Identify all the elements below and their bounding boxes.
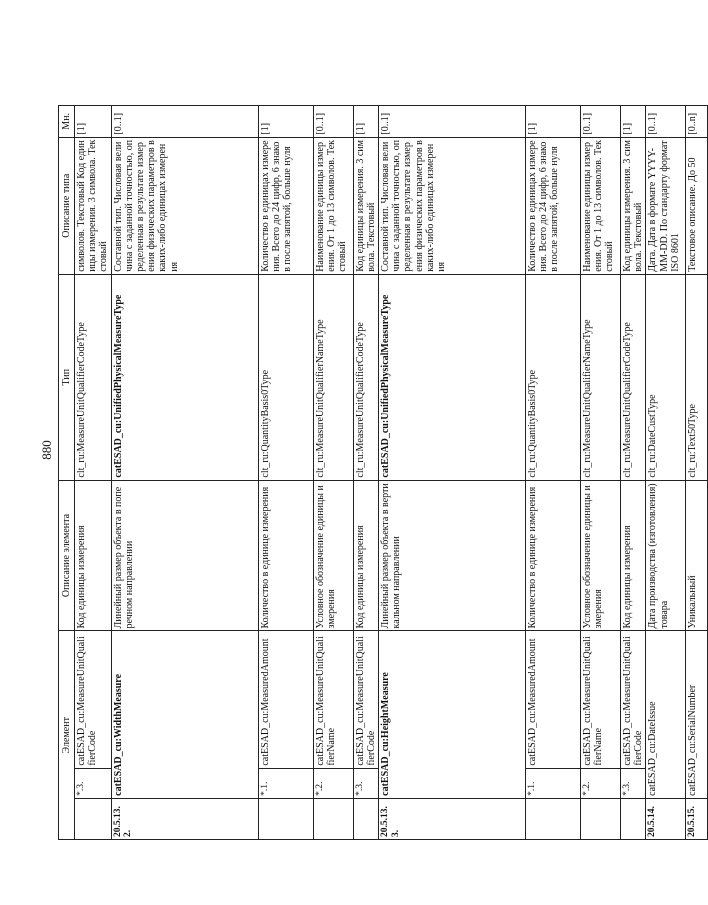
type-description: Составной тип. Числовая величина с заданной точностью, определенная в результате измерения физических параметров в каких-либо единицах измерения (378, 137, 525, 274)
indent-cell (353, 798, 378, 839)
element-name: catESAD_cu:MeasureUnitQualifierCode (620, 631, 645, 768)
type-name: clt_ru:MeasureUnitQualifierNameType (580, 274, 620, 480)
type-description: Дата. Дата в формате YYYY-MM-DD. По стандарту формат ISO 8601 (646, 137, 686, 274)
indent-cell (580, 798, 620, 839)
element-name: catESAD_cu:WidthMeasure (111, 631, 258, 798)
table-row (313, 106, 353, 840)
type-name: clt_ru:DateCustType (646, 274, 686, 480)
sub-number: *.2. (313, 768, 353, 798)
table-row (646, 106, 686, 840)
sub-number: *.3. (75, 768, 112, 798)
type-description: Количество в единицах измерения. Всего до 24 цифр, 6 знаков после запятой, больше нуля (258, 137, 313, 274)
type-name: clt_ru:MeasureUnitQualifierCodeType (75, 274, 112, 480)
multiplicity: [1] (353, 106, 378, 138)
type-description: Наименование единицы измерения. От 1 до 13 символов. Текстовый (580, 137, 620, 274)
row-number: 20.5.15. (686, 798, 708, 839)
element-description: Количество в единице измерения (525, 480, 580, 631)
indent-cell (620, 798, 645, 839)
table-body (75, 106, 708, 840)
element-name: catESAD_cu:MeasuredAmount (525, 631, 580, 768)
page-number: 880 (39, 440, 54, 460)
element-description: Код единицы измерения (75, 480, 112, 631)
table-row (353, 106, 378, 840)
type-name: clt_ru:QuantityBasis0Type (525, 274, 580, 480)
multiplicity: [1] (75, 106, 112, 138)
multiplicity: [1] (258, 106, 313, 138)
multiplicity: [1] (525, 106, 580, 138)
type-description: Код единицы измерения. 3 символа. Текстовый (620, 137, 645, 274)
sub-number: *.3. (620, 768, 645, 798)
type-description: Текстовое описание. До 50 (686, 137, 708, 274)
type-name: catESAD_cu:UnifiedPhysicalMeasureType (111, 274, 258, 480)
indent-cell (313, 798, 353, 839)
col-header-element-description: Описание элемента (59, 480, 75, 631)
multiplicity: [0..n] (686, 106, 708, 138)
table-row (378, 106, 525, 840)
table-row (580, 106, 620, 840)
indent-cell (258, 798, 313, 839)
type-name: clt_ru:MeasureUnitQualifierCodeType (620, 274, 645, 480)
col-header-element: Элемент (59, 631, 75, 840)
element-description: Количество в единице измерения (258, 480, 313, 631)
indent-cell (525, 798, 580, 839)
sub-number: *.2. (580, 768, 620, 798)
type-name: clt_ru:QuantityBasis0Type (258, 274, 313, 480)
row-number: 20.5.14. (646, 798, 686, 839)
element-description: Условное обозначение единицы измерения (580, 480, 620, 631)
element-description: Дата производства (изготовления) товара (646, 480, 686, 631)
table-row (686, 106, 708, 840)
col-header-type-description: Описание типа (59, 137, 75, 274)
element-name: catESAD_cu:SerialNumber (686, 631, 708, 798)
type-description: Количество в единицах измерения. Всего до 24 цифр, 6 знаков после запятой, больше нуля (525, 137, 580, 274)
multiplicity: [0..1] (378, 106, 525, 138)
multiplicity: [1] (620, 106, 645, 138)
element-name: catESAD_cu:MeasureUnitQualifierName (313, 631, 353, 768)
type-name: clt_ru:Text50Type (686, 274, 708, 480)
elements-table (58, 105, 708, 840)
element-name: catESAD_cu:MeasureUnitQualifierCode (353, 631, 378, 768)
element-name: catESAD_cu:MeasureUnitQualifierCode (75, 631, 112, 768)
multiplicity: [0..1] (313, 106, 353, 138)
rotated-table-container (58, 105, 699, 840)
element-description: Уникальный (686, 480, 708, 631)
row-number: 20.5.13.3. (378, 798, 525, 839)
sub-number: *.1. (525, 768, 580, 798)
element-name: catESAD_cu:MeasuredAmount (258, 631, 313, 768)
table-row (258, 106, 313, 840)
element-description: Код единицы измерения (620, 480, 645, 631)
element-name: catESAD_cu:DateIssue (646, 631, 686, 798)
type-name: clt_ru:MeasureUnitQualifierNameType (313, 274, 353, 480)
type-description: Составной тип. Числовая величина с заданной точностью, определенная в результате измерения физических параметров в каких-либо единицах измерения (111, 137, 258, 274)
sub-number: *.1. (258, 768, 313, 798)
element-name: catESAD_cu:HeightMeasure (378, 631, 525, 798)
type-description: символов. Текстовый Код единицы измерения. 3 символа. Текстовый (75, 137, 112, 274)
table-row (525, 106, 580, 840)
table-header-row (59, 106, 75, 840)
row-number: 20.5.13.2. (111, 798, 258, 839)
type-description: Наименование единицы измерения. От 1 до 13 символов. Текстовый (313, 137, 353, 274)
element-description: Код единицы измерения (353, 480, 378, 631)
type-description: Код единицы измерения. 3 символа. Текстовый (353, 137, 378, 274)
multiplicity: [0..1] (646, 106, 686, 138)
table-row (75, 106, 112, 840)
element-name: catESAD_cu:MeasureUnitQualifierName (580, 631, 620, 768)
col-header-multiplicity: Мн. (59, 106, 75, 138)
sub-number: *.3. (353, 768, 378, 798)
multiplicity: [0..1] (111, 106, 258, 138)
multiplicity: [0..1] (580, 106, 620, 138)
table-row (111, 106, 258, 840)
element-description: Условное обозначение единицы измерения (313, 480, 353, 631)
type-name: clt_ru:MeasureUnitQualifierCodeType (353, 274, 378, 480)
indent-cell (75, 798, 112, 839)
element-description: Линейный размер объекта в поперечном направлении (111, 480, 258, 631)
element-description: Линейный размер объекта в вертикальном направлении (378, 480, 525, 631)
col-header-type: Тип (59, 274, 75, 480)
type-name: catESAD_cu:UnifiedPhysicalMeasureType (378, 274, 525, 480)
table-row (620, 106, 645, 840)
